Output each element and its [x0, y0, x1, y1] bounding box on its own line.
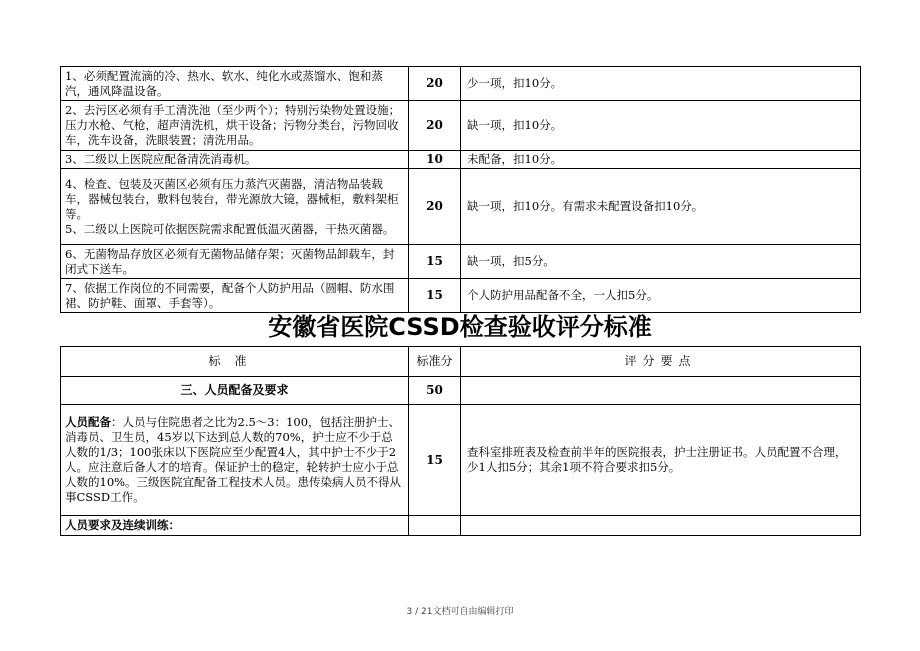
requirement-cell: [61, 169, 409, 245]
rule-cell: [461, 516, 861, 536]
header-points: 评分要点: [461, 347, 861, 377]
rule-cell: 未配备，扣10分。: [461, 151, 861, 169]
score-cell: 20: [409, 67, 461, 101]
rule-cell: 查科室排班表及检查前半年的医院报表，护士注册证书。人员配置不合理，少1人扣5分；其余1项不符合要求扣5分。: [461, 405, 861, 516]
training-label: 人员要求及连续训练：: [61, 516, 409, 536]
table-row: [61, 151, 861, 169]
page-footer: 3 / 21文档可自由编辑打印: [406, 607, 514, 617]
header-score: 标准分: [409, 347, 461, 377]
table-row: [61, 516, 861, 536]
staffing-label: 人员配备: [65, 415, 111, 429]
score-cell: 15: [409, 245, 461, 279]
requirement-cell: 7、依据工作岗位的不同需要，配备个人防护用品（圆帽、防水围裙、防护鞋、面罩、手套等）。: [61, 279, 409, 313]
requirement-cell: 1、必须配置流滴的冷、热水、软水、纯化水或蒸馏水、饱和蒸汽，通风降温设备。: [61, 67, 409, 101]
score-cell: 20: [409, 101, 461, 151]
rule-cell: 少一项，扣10分。: [461, 67, 861, 101]
table-header-row: [61, 347, 861, 377]
staffing-text: ：人员与住院患者之比为2.5～3：100，包括注册护士、消毒员、卫生员，45岁以下达到总人数的70%，护士应不少于总人数的1/3；100张床以下医院应至少配置4人，其中护士不少于2人。应注意后备人才的培育。保证护士的稳定，轮转护士应小于总人数的10%。三级医院宜配备工程技术人员。患传染病人员不得从事CSSD工作。: [65, 415, 402, 504]
score-cell: 10: [409, 151, 461, 169]
requirement-item-4: 4、检查、包装及灭菌区必须有压力蒸汽灭菌器，清洁物品装载车，器械包装台，敷料包装台，带光源放大镜，器械柜，敷料架柜等。: [65, 176, 399, 221]
score-cell: 15: [409, 279, 461, 313]
table-row: [61, 405, 861, 516]
requirement-cell: 6、无菌物品存放区必须有无菌物品储存架；灭菌物品卸载车，封闭式下送车。: [61, 245, 409, 279]
staffing-cell: [61, 405, 409, 516]
table-row: [61, 169, 861, 245]
section-row: [61, 377, 861, 405]
requirement-cell: 3、二级以上医院应配备清洗消毒机。: [61, 151, 409, 169]
staffing-table: [60, 346, 861, 536]
table-row: [61, 101, 861, 151]
score-cell: 20: [409, 169, 461, 245]
rule-cell: 缺一项，扣5分。: [461, 245, 861, 279]
rule-cell: 缺一项，扣10分。有需求未配置设备扣10分。: [461, 169, 861, 245]
score-cell: [409, 516, 461, 536]
page-title: 安徽省医院CSSD检查验收评分标准: [268, 313, 652, 341]
table-row: [61, 67, 861, 101]
header-standard: 标准: [61, 347, 409, 377]
score-cell: 15: [409, 405, 461, 516]
section-label: 三、人员配备及要求: [61, 377, 409, 405]
equipment-table: [60, 66, 861, 313]
rule-cell: 个人防护用品配备不全，一人扣5分。: [461, 279, 861, 313]
table-row: [61, 245, 861, 279]
rule-cell: 缺一项，扣10分。: [461, 101, 861, 151]
requirement-cell: 2、去污区必须有手工清洗池（至少两个）；特别污染物处置设施；压力水枪、气枪，超声清洗机，烘干设备；污物分类台，污物回收车，洗车设备，洗眼装置；清洗用品。: [61, 101, 409, 151]
table-row: [61, 279, 861, 313]
section-points: [461, 377, 861, 405]
section-score: 50: [409, 377, 461, 405]
requirement-item-5: 5、二级以上医院可依据医院需求配置低温灭菌器，干热灭菌器。: [65, 221, 395, 236]
